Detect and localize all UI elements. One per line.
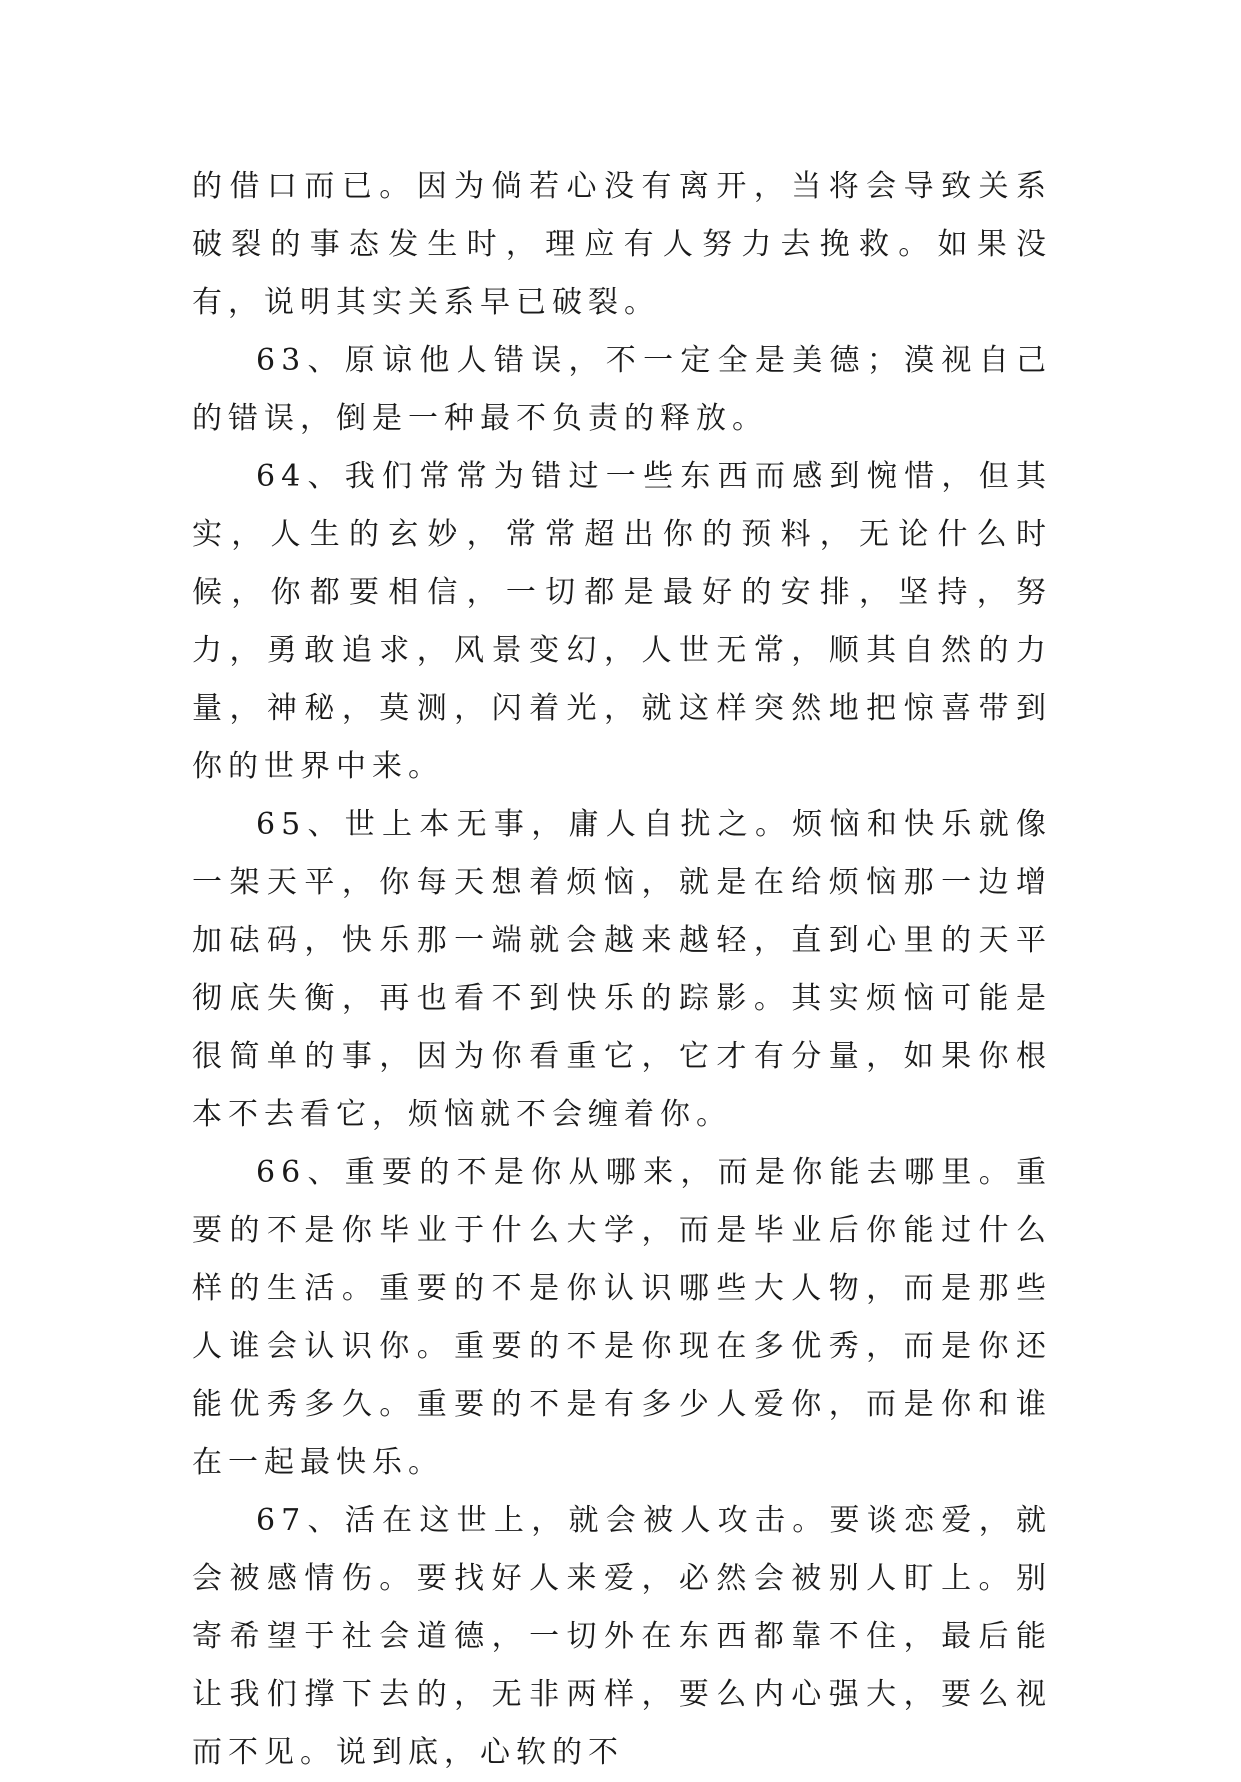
body-text [192,158,1052,1782]
paragraph-67: 67、活在这世上，就会被人攻击。要谈恋爱，就会被感情伤。要找好人来爱，必然会被别人盯上。别寄希望于社会道德，一切外在东西都靠不住，最后能让我们撑下去的，无非两样，要么内心强大，要么视而不见。说到底，心软的不 [192,1503,1052,1770]
paragraph-66: 66、重要的不是你从哪来，而是你能去哪里。重要的不是你毕业于什么大学，而是毕业后你能过什么样的生活。重要的不是你认识哪些大人物，而是那些人谁会认识你。重要的不是你现在多优秀，而是你还能优秀多久。重要的不是有多少人爱你，而是你和谁在一起最快乐。 [192,1155,1052,1480]
paragraph-64: 64、我们常常为错过一些东西而感到惋惜，但其实，人生的玄妙，常常超出你的预料，无论什么时候，你都要相信，一切都是最好的安排，坚持，努力，勇敢追求，风景变幻，人世无常，顺其自然的力量，神秘，莫测，闪着光，就这样突然地把惊喜带到你的世界中来。 [192,459,1052,784]
paragraph-63: 63、原谅他人错误，不一定全是美德；漠视自己的错误，倒是一种最不负责的释放。 [192,343,1052,436]
paragraph-65: 65、世上本无事，庸人自扰之。烦恼和快乐就像一架天平，你每天想着烦恼，就是在给烦恼那一边增加砝码，快乐那一端就会越来越轻，直到心里的天平彻底失衡，再也看不到快乐的踪影。其实烦恼可能是很简单的事，因为你看重它，它才有分量，如果你根本不去看它，烦恼就不会缠着你。 [192,807,1052,1132]
paragraph-continuation: 的借口而已。因为倘若心没有离开，当将会导致关系破裂的事态发生时，理应有人努力去挽救。如果没有，说明其实关系早已破裂。 [192,169,1052,320]
